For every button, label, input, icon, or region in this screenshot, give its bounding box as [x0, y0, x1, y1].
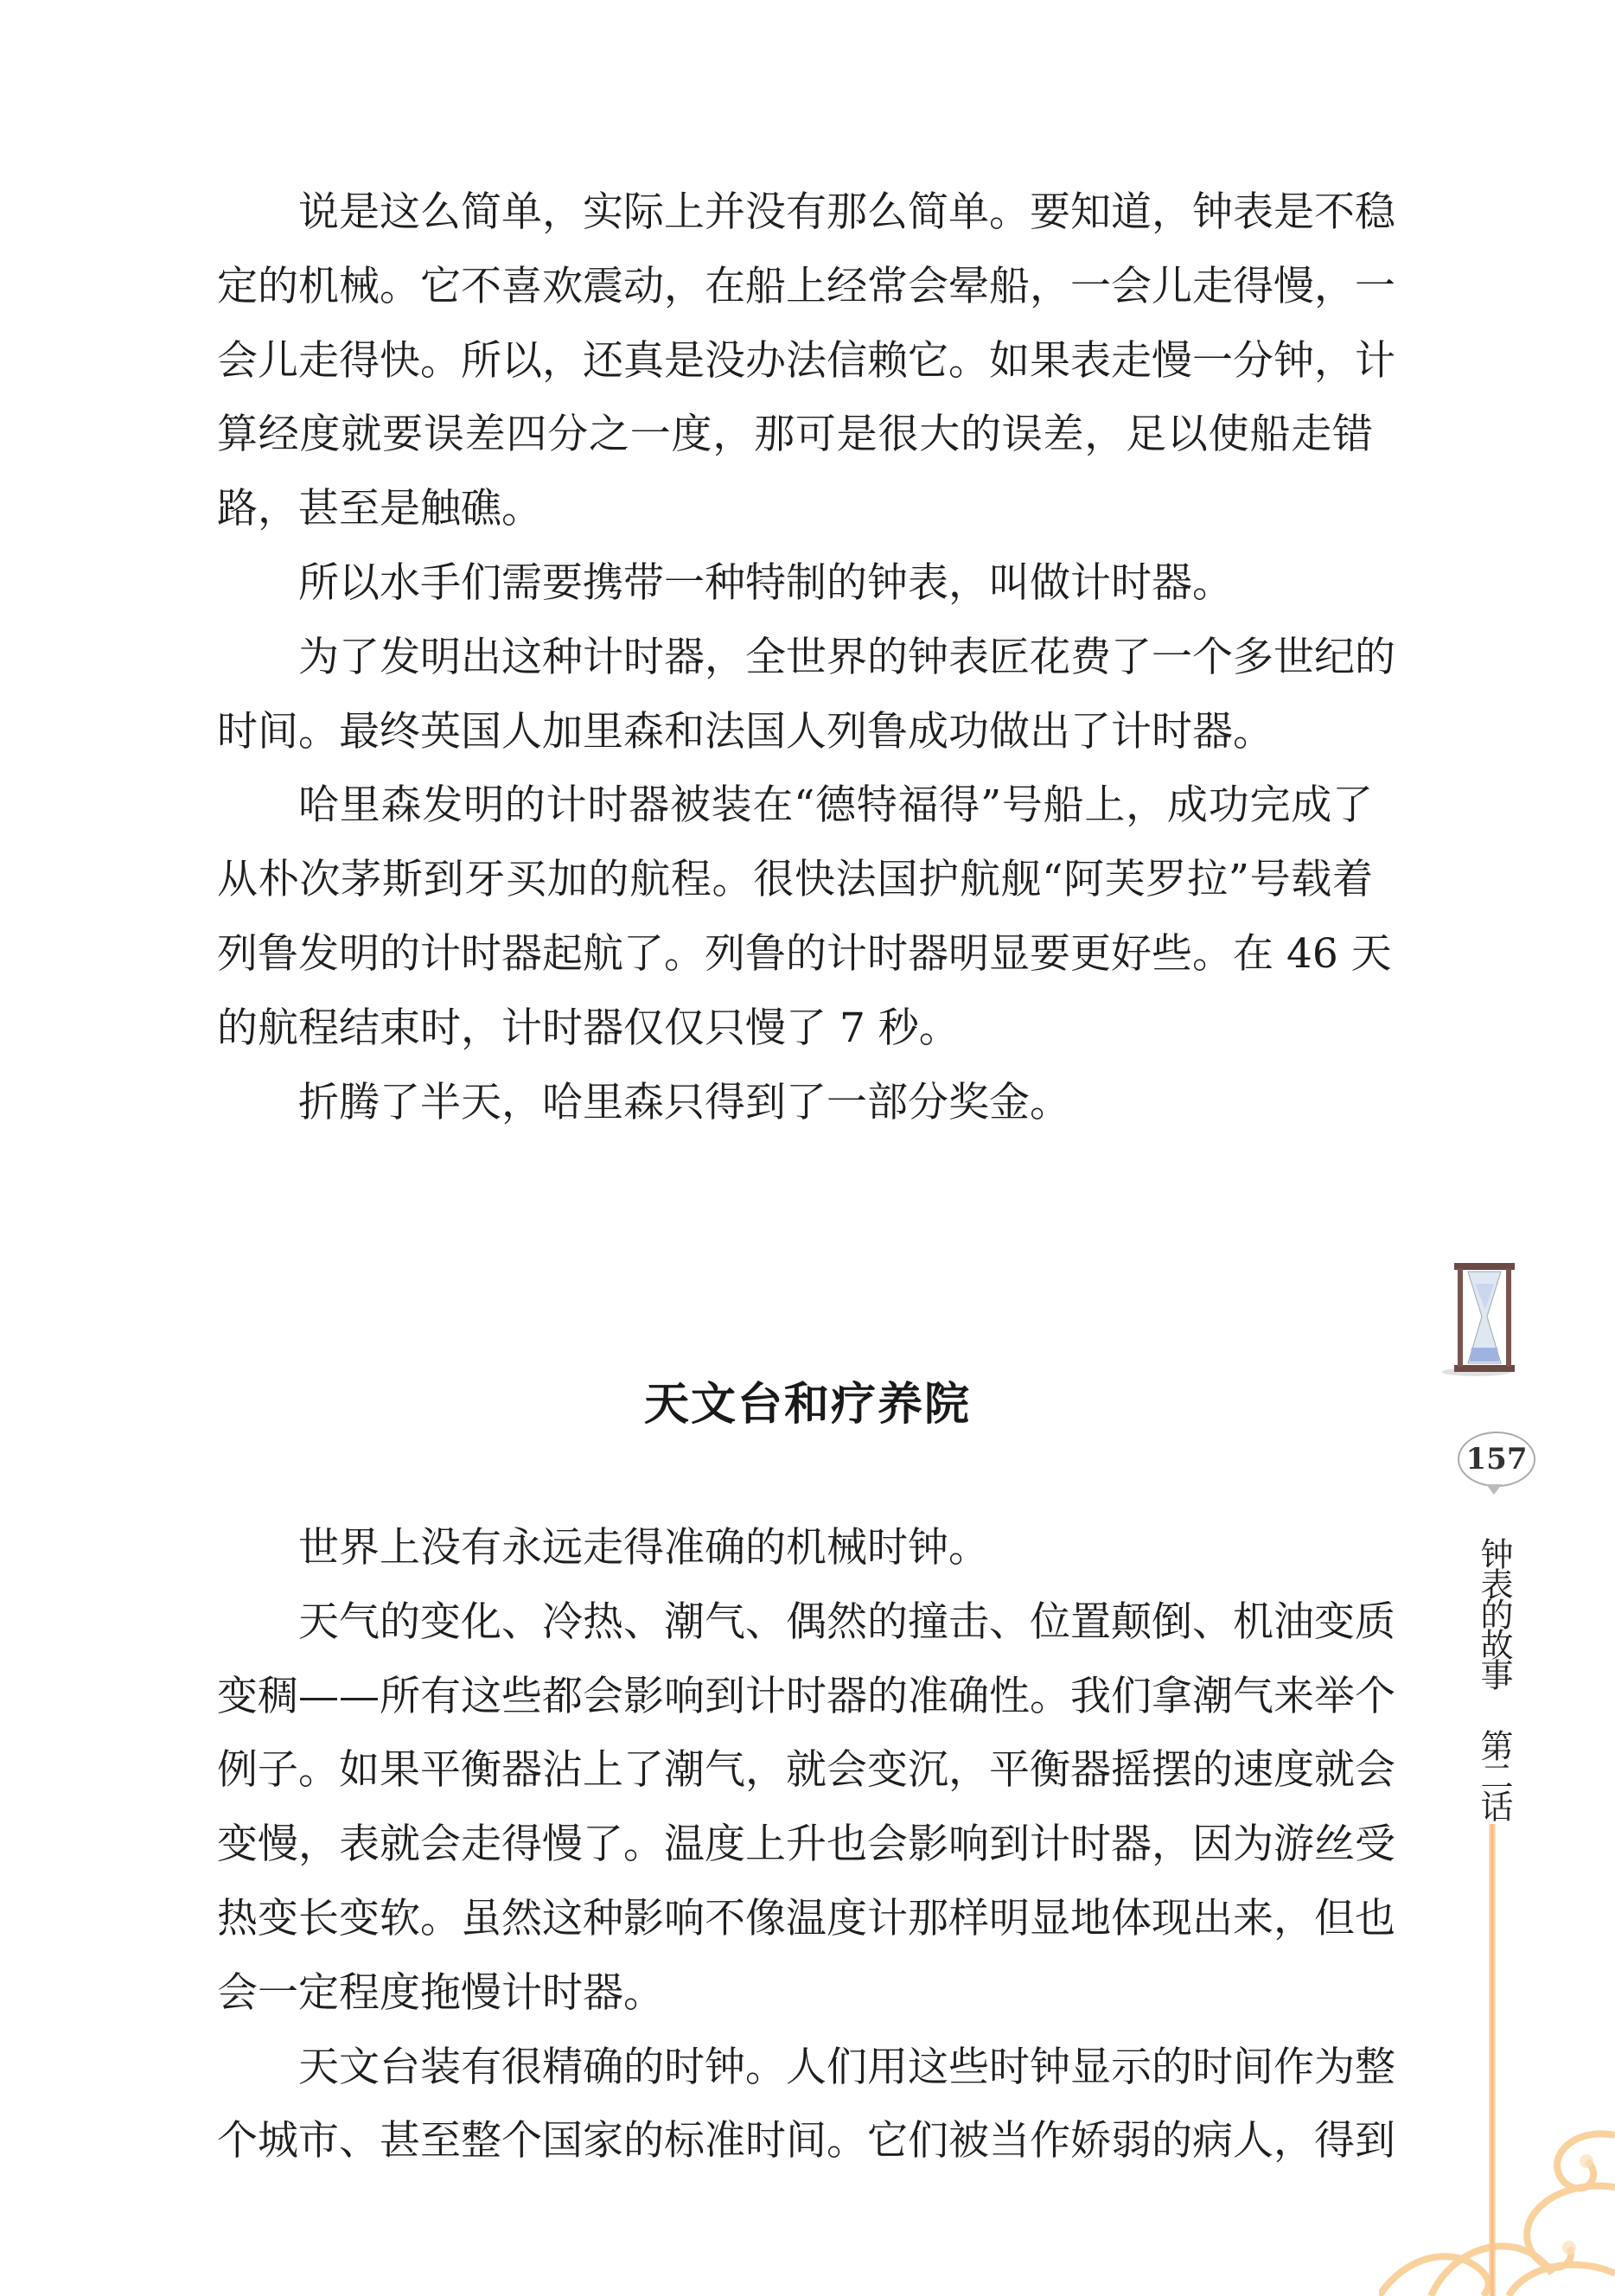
page-number-pointer [1486, 1484, 1502, 1495]
section-1-body [217, 175, 1395, 1139]
text-line: 天气的变化、冷热、潮气、偶然的撞击、位置颠倒、机油变质 [298, 1598, 1395, 1646]
corner-ornament-icon [1379, 2109, 1615, 2296]
running-header [1474, 1537, 1514, 1688]
text-line: 例子。如果平衡器沾上了潮气，就会变沉，平衡器摇摆的速度就会 [217, 1746, 1395, 1795]
page-number: 157 [1458, 1432, 1535, 1487]
text-line: 世界上没有永远走得准确的机械时钟。 [298, 1524, 989, 1572]
text-line: 天文台装有很精确的时钟。人们用这些时钟显示的时间作为整 [298, 2043, 1395, 2091]
paragraph [217, 175, 1395, 546]
text-line: 说是这么简单，实际上并没有那么简单。要知道，钟表是不稳 [298, 188, 1395, 236]
text-line: 变稠——所有这些都会影响到计时器的准确性。我们拿潮气来举个 [217, 1672, 1395, 1720]
text-line: 的航程结束时，计时器仅仅只慢了 7 秒。 [217, 1004, 960, 1052]
section-title: 天文台和疗养院 [643, 1379, 971, 1431]
paragraph [217, 621, 1395, 769]
text-line: 哈里森发明的计时器被装在“德特福得”号船上，成功完成了 [298, 781, 1373, 830]
paragraph [217, 2031, 1395, 2179]
text-line: 从朴次茅斯到牙买加的航程。很快法国护航舰“阿芙罗拉”号载着 [217, 856, 1373, 904]
text-line: 路，甚至是触礁。 [217, 485, 542, 533]
book-title: 钟表的故事 [1475, 1537, 1513, 1688]
text-line: 个城市、甚至整个国家的标准时间。它们被当作娇弱的病人，得到 [217, 2117, 1395, 2165]
text-line: 算经度就要误差四分之一度，那可是很大的误差，足以使船走错 [217, 411, 1373, 459]
text-line: 会一定程度拖慢计时器。 [217, 1968, 664, 2017]
text-line: 列鲁发明的计时器起航了。列鲁的计时器明显要更好些。在 46 天 [217, 929, 1392, 978]
paragraph [217, 546, 1373, 621]
paragraph [217, 1585, 1395, 2031]
section-2-body [217, 1511, 1395, 2178]
text-line: 折腾了半天，哈里森只得到了一部分奖金。 [298, 1078, 1070, 1126]
paragraph [217, 1511, 1373, 1585]
text-line: 会儿走得快。所以，还真是没办法信赖它。如果表走慢一分钟，计 [217, 336, 1395, 385]
text-line: 时间。最终英国人加里森和法国人列鲁成功做出了计时器。 [217, 707, 1273, 756]
chapter-label: 第二话 [1475, 1729, 1513, 1820]
paragraph [217, 1066, 1373, 1140]
text-line: 定的机械。它不喜欢震动，在船上经常会晕船，一会儿走得慢，一 [217, 262, 1395, 310]
chapter-label-wrap [1474, 1729, 1514, 1820]
paragraph [217, 769, 1392, 1065]
text-line: 所以水手们需要携带一种特制的钟表，叫做计时器。 [298, 558, 1233, 607]
text-line: 热变长变软。虽然这种影响不像温度计那样明显地体现出来，但也 [217, 1894, 1395, 1942]
text-line: 变慢，表就会走得慢了。温度上升也会影响到计时器，因为游丝受 [217, 1821, 1395, 1869]
hourglass-icon [1442, 1258, 1522, 1379]
text-line: 为了发明出这种计时器，全世界的钟表匠花费了一个多世纪的 [298, 633, 1395, 681]
